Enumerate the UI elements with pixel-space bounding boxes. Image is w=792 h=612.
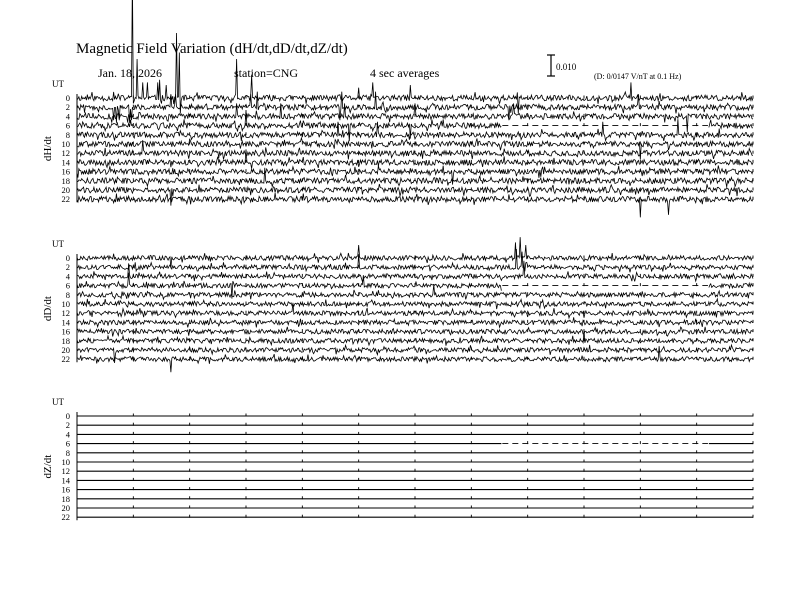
ut-tick-label: 22 <box>61 354 70 365</box>
ut-tick-label: 12 <box>61 148 70 159</box>
ut-tick-label: 8 <box>65 129 70 140</box>
ut-tick-label: 10 <box>61 299 70 309</box>
ut-tick-label: 20 <box>61 345 70 355</box>
ut-tick-label: 16 <box>61 484 70 495</box>
ut-tick-label: 18 <box>61 335 70 346</box>
ut-tick-label: 14 <box>61 475 70 486</box>
ut-tick-label: 0 <box>65 411 70 421</box>
panel-label: dD/dt <box>42 296 54 322</box>
ut-tick-label: 16 <box>61 166 70 177</box>
trace-row-16 <box>77 166 753 185</box>
panel-dh-dt <box>42 0 753 217</box>
ut-tick-label: 8 <box>65 289 70 300</box>
ut-tick-label: 16 <box>61 326 70 337</box>
station-label: station=CNG <box>234 66 299 80</box>
trace-row-20 <box>77 184 753 206</box>
ut-tick-label: 12 <box>61 466 70 477</box>
ut-tick-label: 2 <box>65 102 70 113</box>
ut-tick-label: 20 <box>61 503 70 513</box>
trace-row-22 <box>77 193 753 217</box>
ut-axis-label: UT <box>52 397 64 407</box>
ut-tick-label: 10 <box>61 139 70 149</box>
ut-tick-label: 0 <box>65 93 70 103</box>
ut-tick-label: 12 <box>61 308 70 319</box>
ut-tick-label: 14 <box>61 157 70 168</box>
panel-label: dZ/dt <box>42 454 54 479</box>
averaging-label: 4 sec averages <box>370 66 440 80</box>
scale-note: (D: 0/0147 V/nT at 0.1 Hz) <box>594 72 682 81</box>
ut-tick-label: 14 <box>61 317 70 328</box>
ut-tick-label: 4 <box>65 429 70 440</box>
ut-tick-label: 2 <box>65 420 70 431</box>
ut-tick-label: 4 <box>65 271 70 282</box>
ut-tick-label: 6 <box>65 280 70 291</box>
chart-title: Magnetic Field Variation (dH/dt,dD/dt,dZ/dt) <box>76 41 348 57</box>
ut-tick-label: 8 <box>65 447 70 458</box>
ut-tick-label: 4 <box>65 111 70 122</box>
ut-tick-label: 0 <box>65 253 70 263</box>
panel-dd-dt <box>42 237 753 372</box>
date-label: Jan. 18, 2026 <box>98 66 162 80</box>
ut-tick-label: 22 <box>61 512 70 523</box>
trace-row-8 <box>77 119 753 141</box>
trace-row-18 <box>77 330 753 345</box>
ut-tick-label: 2 <box>65 262 70 273</box>
trace-row-10 <box>77 299 753 309</box>
ut-tick-label: 22 <box>61 194 70 205</box>
ut-axis-label: UT <box>52 79 64 89</box>
ut-tick-label: 6 <box>65 120 70 131</box>
panel-dz-dt <box>42 397 753 522</box>
trace-row-14 <box>77 317 753 327</box>
ut-tick-label: 18 <box>61 175 70 186</box>
ut-axis-label: UT <box>52 239 64 249</box>
ut-tick-label: 10 <box>61 457 70 467</box>
trace-row-6 <box>709 120 753 129</box>
scale-bar-label: 0.010 <box>556 62 577 72</box>
ut-tick-label: 18 <box>61 493 70 504</box>
ut-tick-label: 20 <box>61 185 70 195</box>
ut-tick-label: 6 <box>65 438 70 449</box>
trace-row-6 <box>709 283 753 288</box>
panel-label: dH/dt <box>42 136 54 162</box>
trace-row-0 <box>77 237 753 268</box>
trace-row-12 <box>77 303 753 318</box>
scale-bar <box>547 55 555 76</box>
